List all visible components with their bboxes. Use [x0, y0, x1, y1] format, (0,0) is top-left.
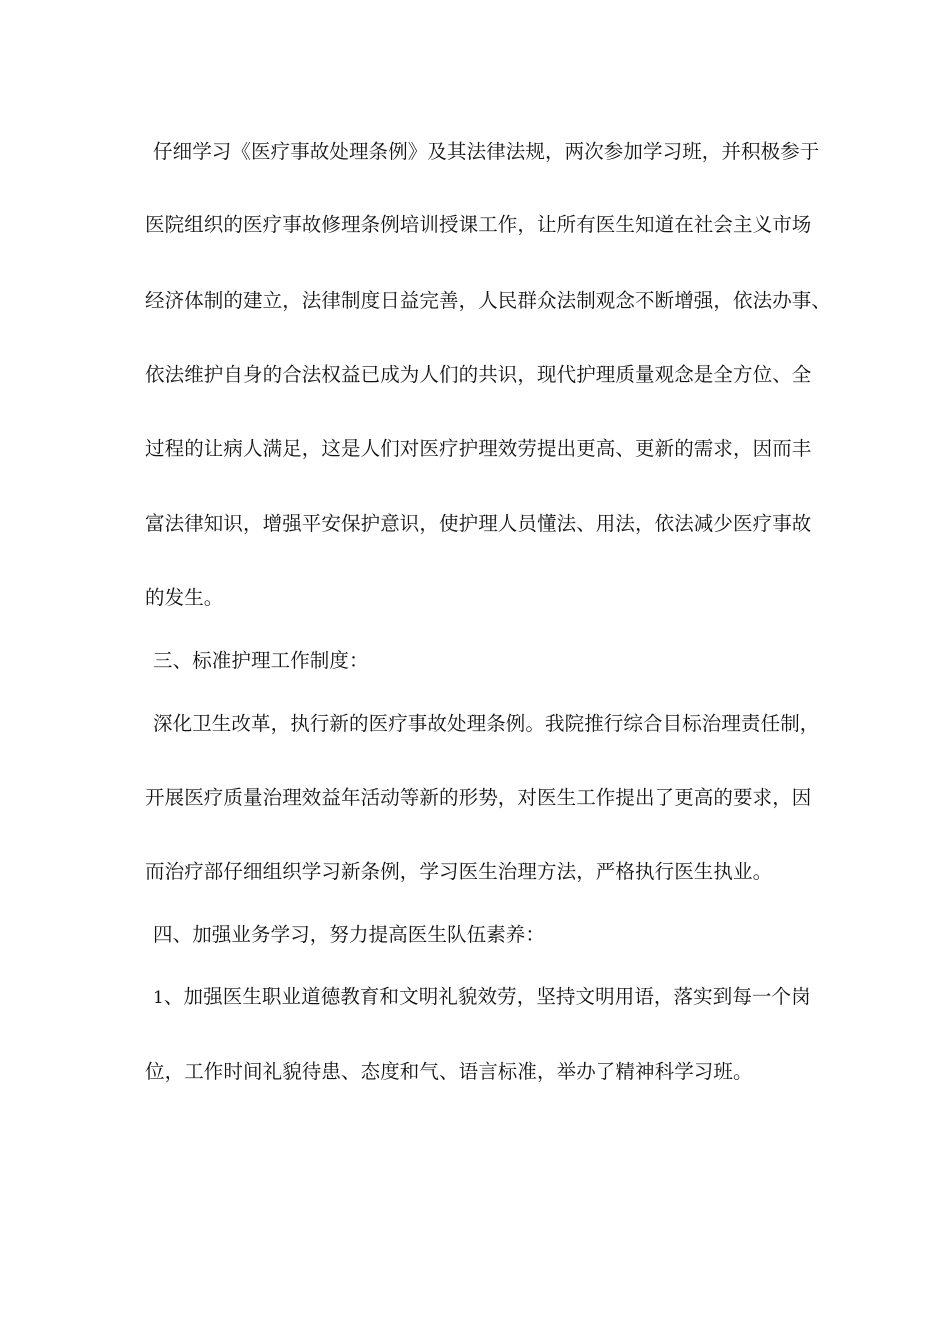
- list-item-text: 、加强医生职业道德教育和文明礼貌效劳，坚持文明用语，落实到每一个岗: [163, 985, 811, 1008]
- paragraph-line: 而治疗部仔细组织学习新条例，学习医生治理方法，严格执行医生执业。: [145, 860, 773, 883]
- paragraph-line: 仔细学习《医疗事故处理条例》及其法律法规，两次参加学习班，并积极参于: [153, 140, 820, 163]
- list-item-line: [145, 984, 823, 1011]
- paragraph-line: 的发生。: [145, 586, 224, 609]
- paragraph-line: 开展医疗质量治理效益年活动等新的形势，对医生工作提出了更高的要求，因: [145, 786, 812, 809]
- paragraph-line: 经济体制的建立，法律制度日益完善，人民群众法制观念不断增强，依法办事、: [145, 289, 832, 312]
- paragraph-line: 过程的让病人满足，这是人们对医疗护理效劳提出更高、更新的需求，因而丰: [145, 437, 812, 460]
- paragraph-line: 依法维护自身的合法权益已成为人们的共识，现代护理质量观念是全方位、全: [145, 363, 812, 386]
- paragraph-line: 富法律知识，增强平安保护意识，使护理人员懂法、用法，依法减少医疗事故: [145, 512, 812, 535]
- list-item-number: 1: [153, 988, 164, 1008]
- section-heading: 三、标准护理工作制度：: [153, 649, 369, 672]
- paragraph-line: 位，工作时间礼貌待患、态度和气、语言标准，举办了精神科学习班。: [145, 1060, 753, 1083]
- section-heading: 四、加强业务学习，努力提高医生队伍素养：: [153, 923, 546, 946]
- paragraph-line: 深化卫生改革，执行新的医疗事故处理条例。我院推行综合目标治理责任制，: [153, 712, 820, 735]
- paragraph-line: 医院组织的医疗事故修理条例培训授课工作，让所有医生知道在社会主义市场: [145, 213, 812, 236]
